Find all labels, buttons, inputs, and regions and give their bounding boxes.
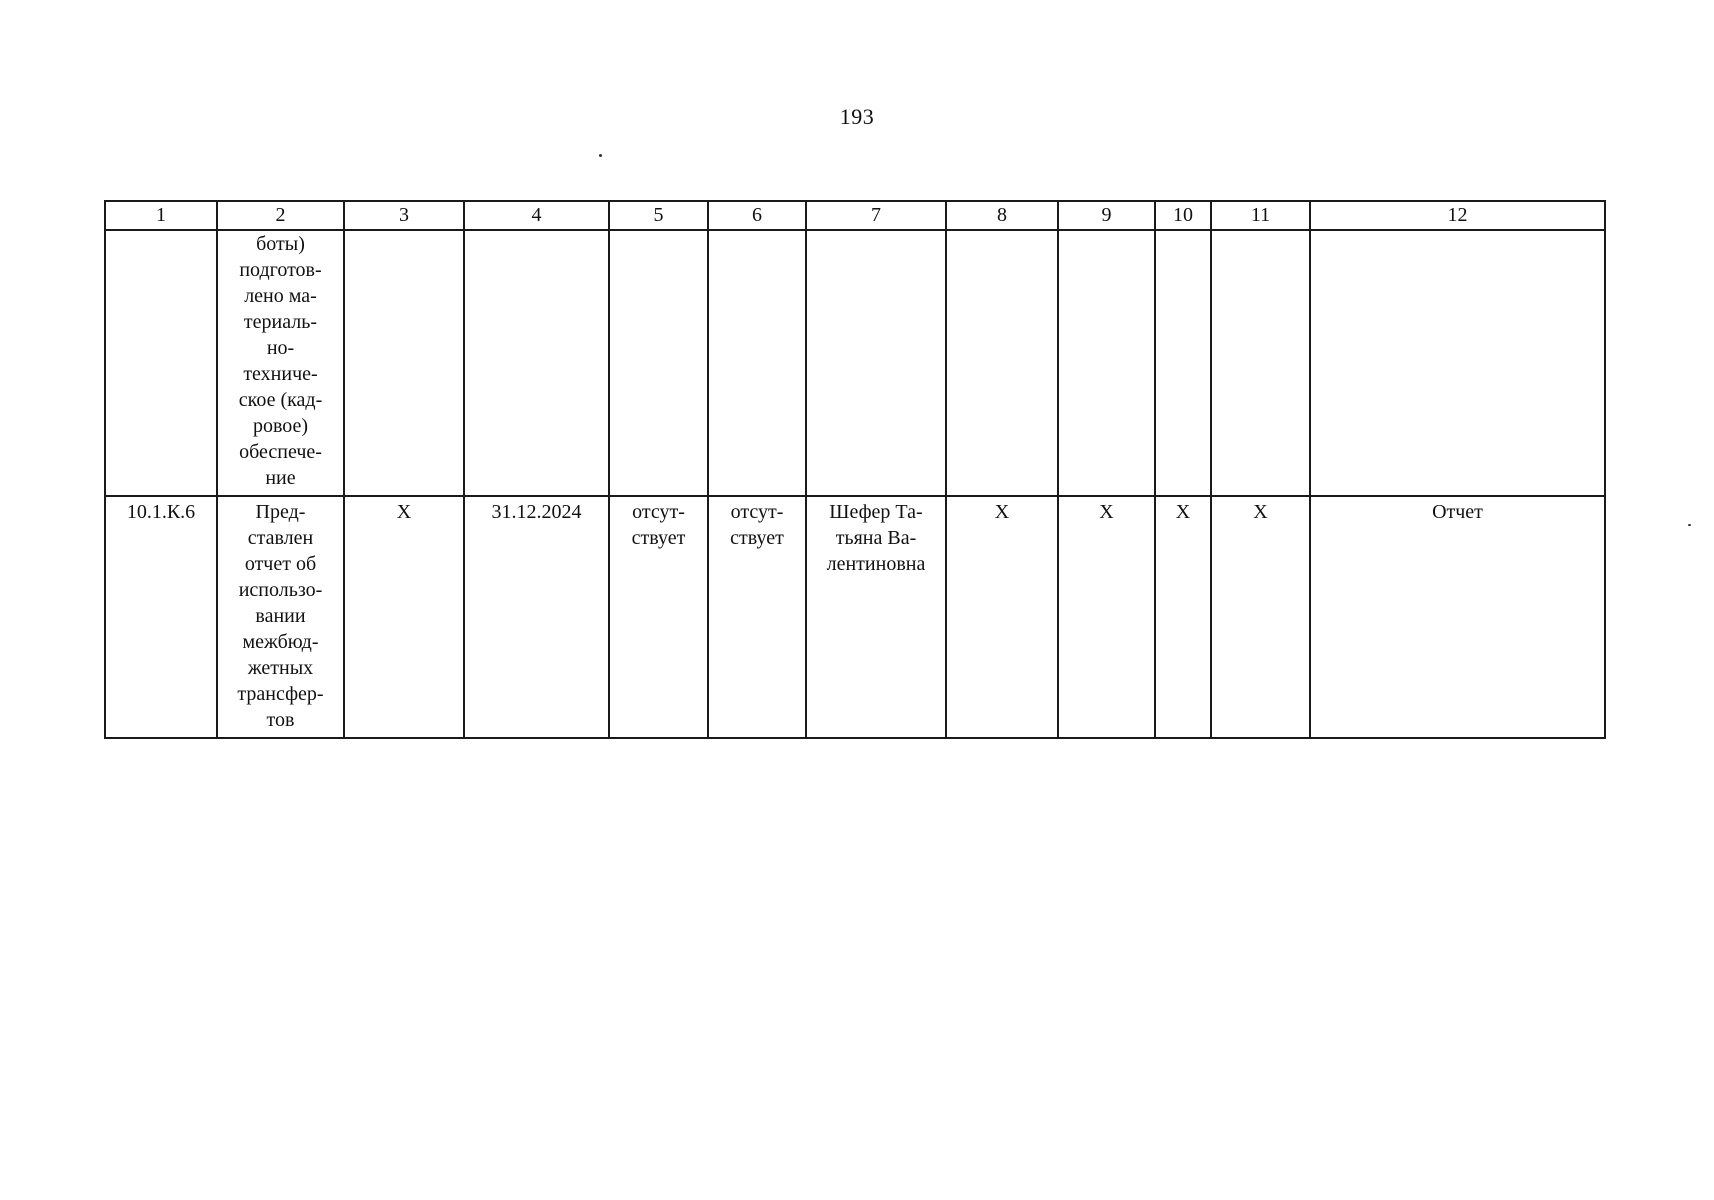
cell-text-col7: Шефер Та- тьяна Ва- лентиновна: [826, 501, 926, 575]
column-header: 7: [806, 201, 946, 230]
table-cell: [217, 496, 344, 738]
table-cell: [1310, 496, 1605, 738]
table-cell: [344, 230, 464, 496]
table-cell: [708, 230, 806, 496]
table-cell: [609, 230, 708, 496]
table-row: [105, 496, 1605, 738]
column-header: 5: [609, 201, 708, 230]
table-cell: [1058, 230, 1155, 496]
column-header: 6: [708, 201, 806, 230]
schedule-table: [104, 200, 1606, 739]
column-header: 2: [217, 201, 344, 230]
table-cell: [1211, 230, 1310, 496]
cell-text-col10: Х: [1175, 501, 1191, 523]
cell-text-col3: Х: [396, 501, 412, 523]
table-cell: [1058, 496, 1155, 738]
table-cell: [1310, 230, 1605, 496]
table-cell: [946, 496, 1058, 738]
column-header: 8: [946, 201, 1058, 230]
table-cell: [464, 496, 609, 738]
table-cell: [806, 230, 946, 496]
table-cell: [217, 230, 344, 496]
cell-text-col5: отсут- ствует: [631, 501, 686, 549]
table-cell: [1155, 230, 1211, 496]
page-number: 193: [839, 104, 875, 129]
column-header: 9: [1058, 201, 1155, 230]
table-cell: [609, 496, 708, 738]
table-cell: [105, 230, 217, 496]
cell-text-col11: Х: [1253, 501, 1268, 523]
column-header: 3: [344, 201, 464, 230]
table-cell: [946, 230, 1058, 496]
table-cell: [105, 496, 217, 738]
cell-text-col4: 31.12.2024: [491, 501, 582, 523]
table-cell: [806, 496, 946, 738]
table-cell: [1211, 496, 1310, 738]
scan-speck: [1688, 524, 1691, 526]
cell-text-col9: Х: [1099, 501, 1114, 523]
cell-text-col1: 10.1.К.6: [126, 501, 196, 523]
cell-text-col2: Пред- ставлен отчет об использо- вании межбюд- жетных трансфер- тов: [237, 501, 324, 731]
column-header: 12: [1310, 201, 1605, 230]
cell-text-col12: Отчет: [1432, 501, 1483, 523]
cell-text-col8: Х: [994, 501, 1010, 523]
table-cell: [464, 230, 609, 496]
column-header: 11: [1211, 201, 1310, 230]
scan-speck: [599, 154, 602, 157]
table-cell: [1155, 496, 1211, 738]
column-header: 4: [464, 201, 609, 230]
table-cell: [708, 496, 806, 738]
column-header: 1: [105, 201, 217, 230]
cell-text-col2: боты) подготов- лено ма- териаль- но- техниче- ское (кад- ровое) обеспече- ние: [238, 233, 323, 489]
column-header: 10: [1155, 201, 1211, 230]
table-row-continued: [105, 230, 1605, 496]
cell-text-col6: отсут- ствует: [730, 501, 784, 549]
table-cell: [344, 496, 464, 738]
table-header-row: [105, 201, 1605, 230]
